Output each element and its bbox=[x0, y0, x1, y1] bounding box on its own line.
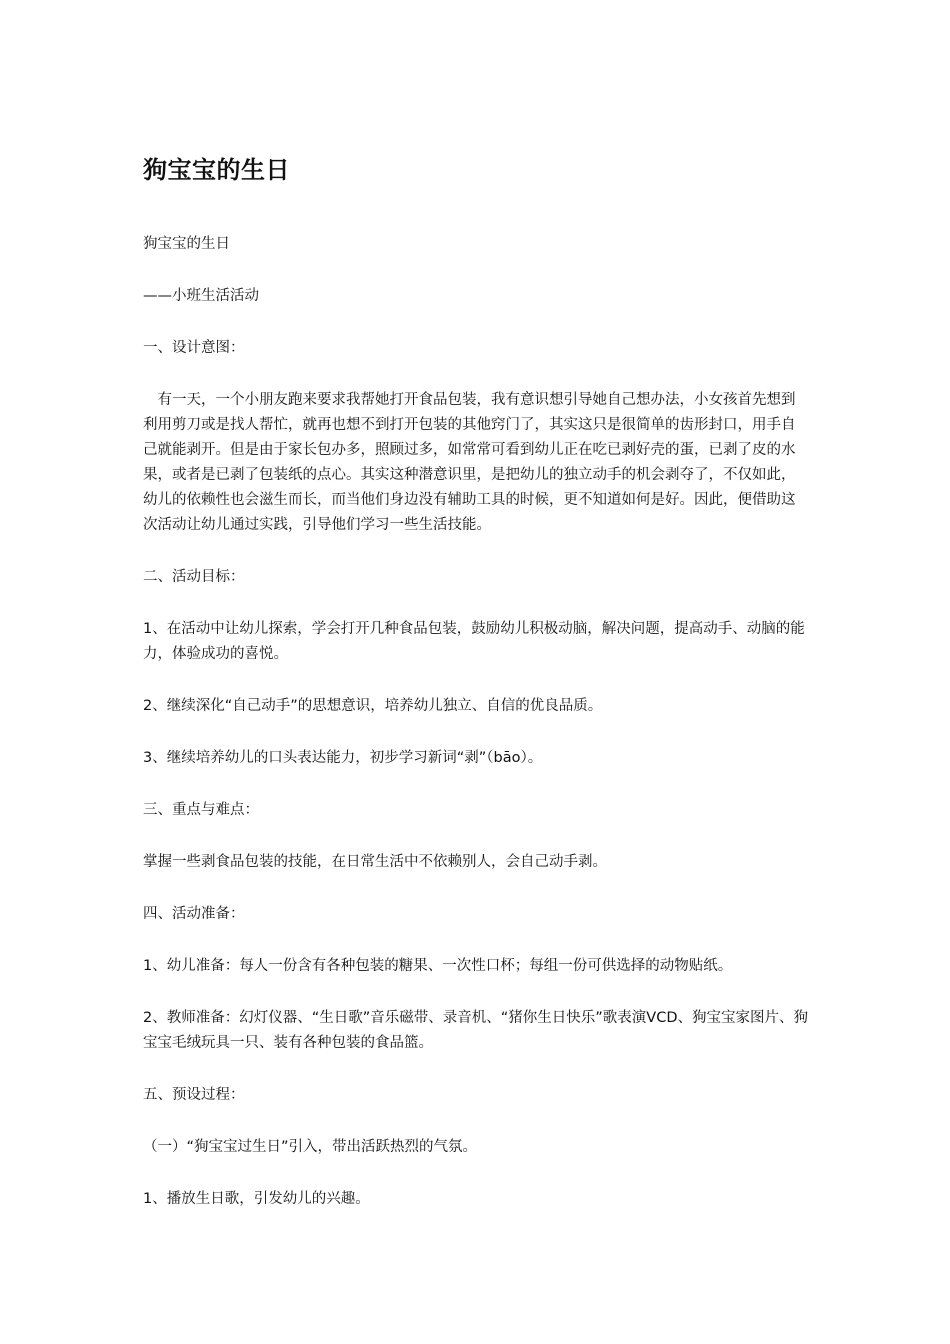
key-points-paragraph: 掌握一些剥食品包装的技能，在日常生活中不依赖别人，会自己动手剥。 bbox=[143, 854, 607, 870]
section-heading-process: 五、预设过程： bbox=[143, 1087, 245, 1103]
section-heading-preparation: 四、活动准备： bbox=[143, 906, 245, 922]
section-heading-design-intent: 一、设计意图： bbox=[143, 340, 245, 356]
section-heading-objectives: 二、活动目标： bbox=[143, 569, 245, 585]
preparation-item: 1、幼儿准备：每人一份含有各种包装的糖果、一次性口杯；每组一份可供选择的动物贴纸。 bbox=[143, 958, 733, 974]
document-title: 狗宝宝的生日 bbox=[143, 156, 290, 184]
section-heading-key-points: 三、重点与难点： bbox=[143, 802, 259, 818]
document-category: ——小班生活活动 bbox=[143, 288, 259, 304]
objective-item: 3、继续培养幼儿的口头表达能力，初步学习新词“剥”（bāo）。 bbox=[143, 750, 543, 766]
objective-item: 2、继续深化“自己动手”的思想意识，培养幼儿独立、自信的优良品质。 bbox=[143, 698, 603, 714]
document-subtitle: 狗宝宝的生日 bbox=[143, 236, 230, 252]
process-step-item: 1、播放生日歌，引发幼儿的兴趣。 bbox=[143, 1191, 370, 1207]
process-step: （一）“狗宝宝过生日”引入，带出活跃热烈的气氛。 bbox=[143, 1139, 478, 1155]
document-body bbox=[143, 232, 808, 1239]
objective-item: 1、在活动中让幼儿探索，学会打开几种食品包装，鼓励幼儿积极动脑，解决问题，提高动手、动脑的能力，体验成功的喜悦。 bbox=[143, 621, 805, 662]
preparation-item: 2、教师准备：幻灯仪器、“生日歌”音乐磁带、录音机、“猪你生日快乐”歌表演VCD、狗宝宝家图片、狗宝宝毛绒玩具一只、装有各种包装的食品篮。 bbox=[143, 1010, 808, 1051]
design-intent-paragraph: 有一天，一个小朋友跑来要求我帮她打开食品包装，我有意识想引导她自己想办法，小女孩首先想到利用剪刀或是找人帮忙，就再也想不到打开包装的其他窍门了，其实这只是很简单的齿形封口，用手自己就能剥开。但是由于家长包办多，照顾过多，如常常可看到幼儿正在吃已剥好壳的蛋，已剥了皮的水果，或者是已剥了包装纸的点心。其实这种潜意识里，是把幼儿的独立动手的机会剥夺了，不仅如此，幼儿的依赖性也会滋生而长，而当他们身边没有辅助工具的时候，更不知道如何是好。因此，便借助这次活动让幼儿通过实践，引导他们学习一些生活技能。 bbox=[143, 392, 796, 533]
